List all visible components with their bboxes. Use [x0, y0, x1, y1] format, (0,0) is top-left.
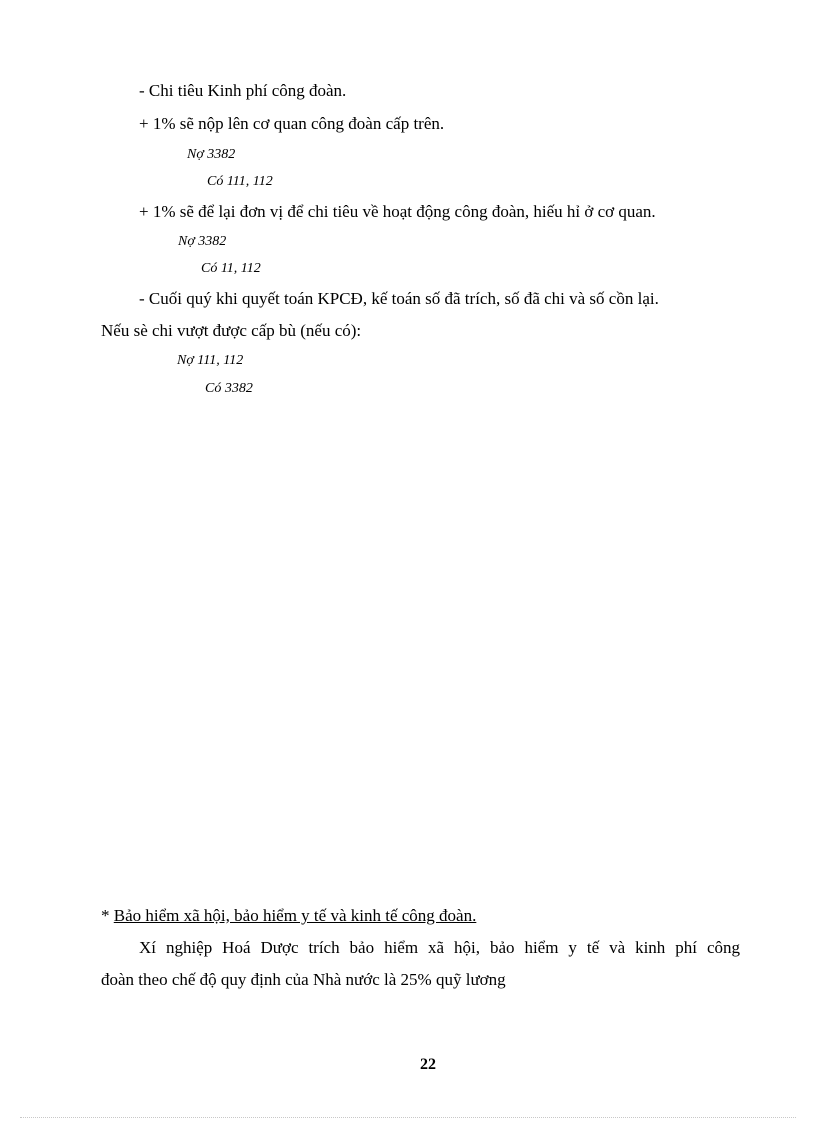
journal-entry-debit: Nợ 111, 112	[177, 353, 244, 368]
heading-bullet: *	[101, 906, 114, 925]
page-bottom-divider	[20, 1117, 796, 1118]
paragraph-line: Xí nghiệp Hoá Dược trích bảo hiểm xã hội, bảo hiểm y tế và kinh phí công	[139, 938, 740, 957]
item-nop-cap-tren: + 1% sẽ nộp lên cơ quan công đoàn cấp trên.	[139, 114, 445, 133]
item-de-lai-don-vi: + 1% sẽ để lại đơn vị để chi tiêu về hoạt động công đoàn, hiếu hỉ ở cơ quan.	[139, 202, 656, 221]
item-cuoi-quy-continued: Nếu sè chi vượt được cấp bù (nếu có):	[101, 321, 362, 340]
journal-entry-debit: Nợ 3382	[178, 234, 227, 249]
journal-entry-credit: Có 111, 112	[207, 174, 273, 189]
journal-entry-credit: Có 11, 112	[201, 261, 261, 276]
item-chi-tieu-kinh-phi: - Chi tiêu Kinh phí công đoàn.	[139, 81, 347, 100]
journal-entry-debit: Nợ 3382	[187, 147, 236, 162]
journal-entry-credit: Có 3382	[205, 381, 253, 396]
section-heading	[101, 905, 476, 927]
heading-text: Bảo hiểm xã hội, bảo hiểm y tế và kinh tế công đoàn.	[113, 906, 477, 925]
page-number: 22	[420, 1056, 436, 1073]
item-cuoi-quy: - Cuối quý khi quyết toán KPCĐ, kế toán số đã trích, số đã chi và số cồn lại.	[139, 289, 659, 308]
paragraph-line: đoàn theo chế độ quy định của Nhà nước là 25% quỹ lương	[101, 970, 506, 989]
